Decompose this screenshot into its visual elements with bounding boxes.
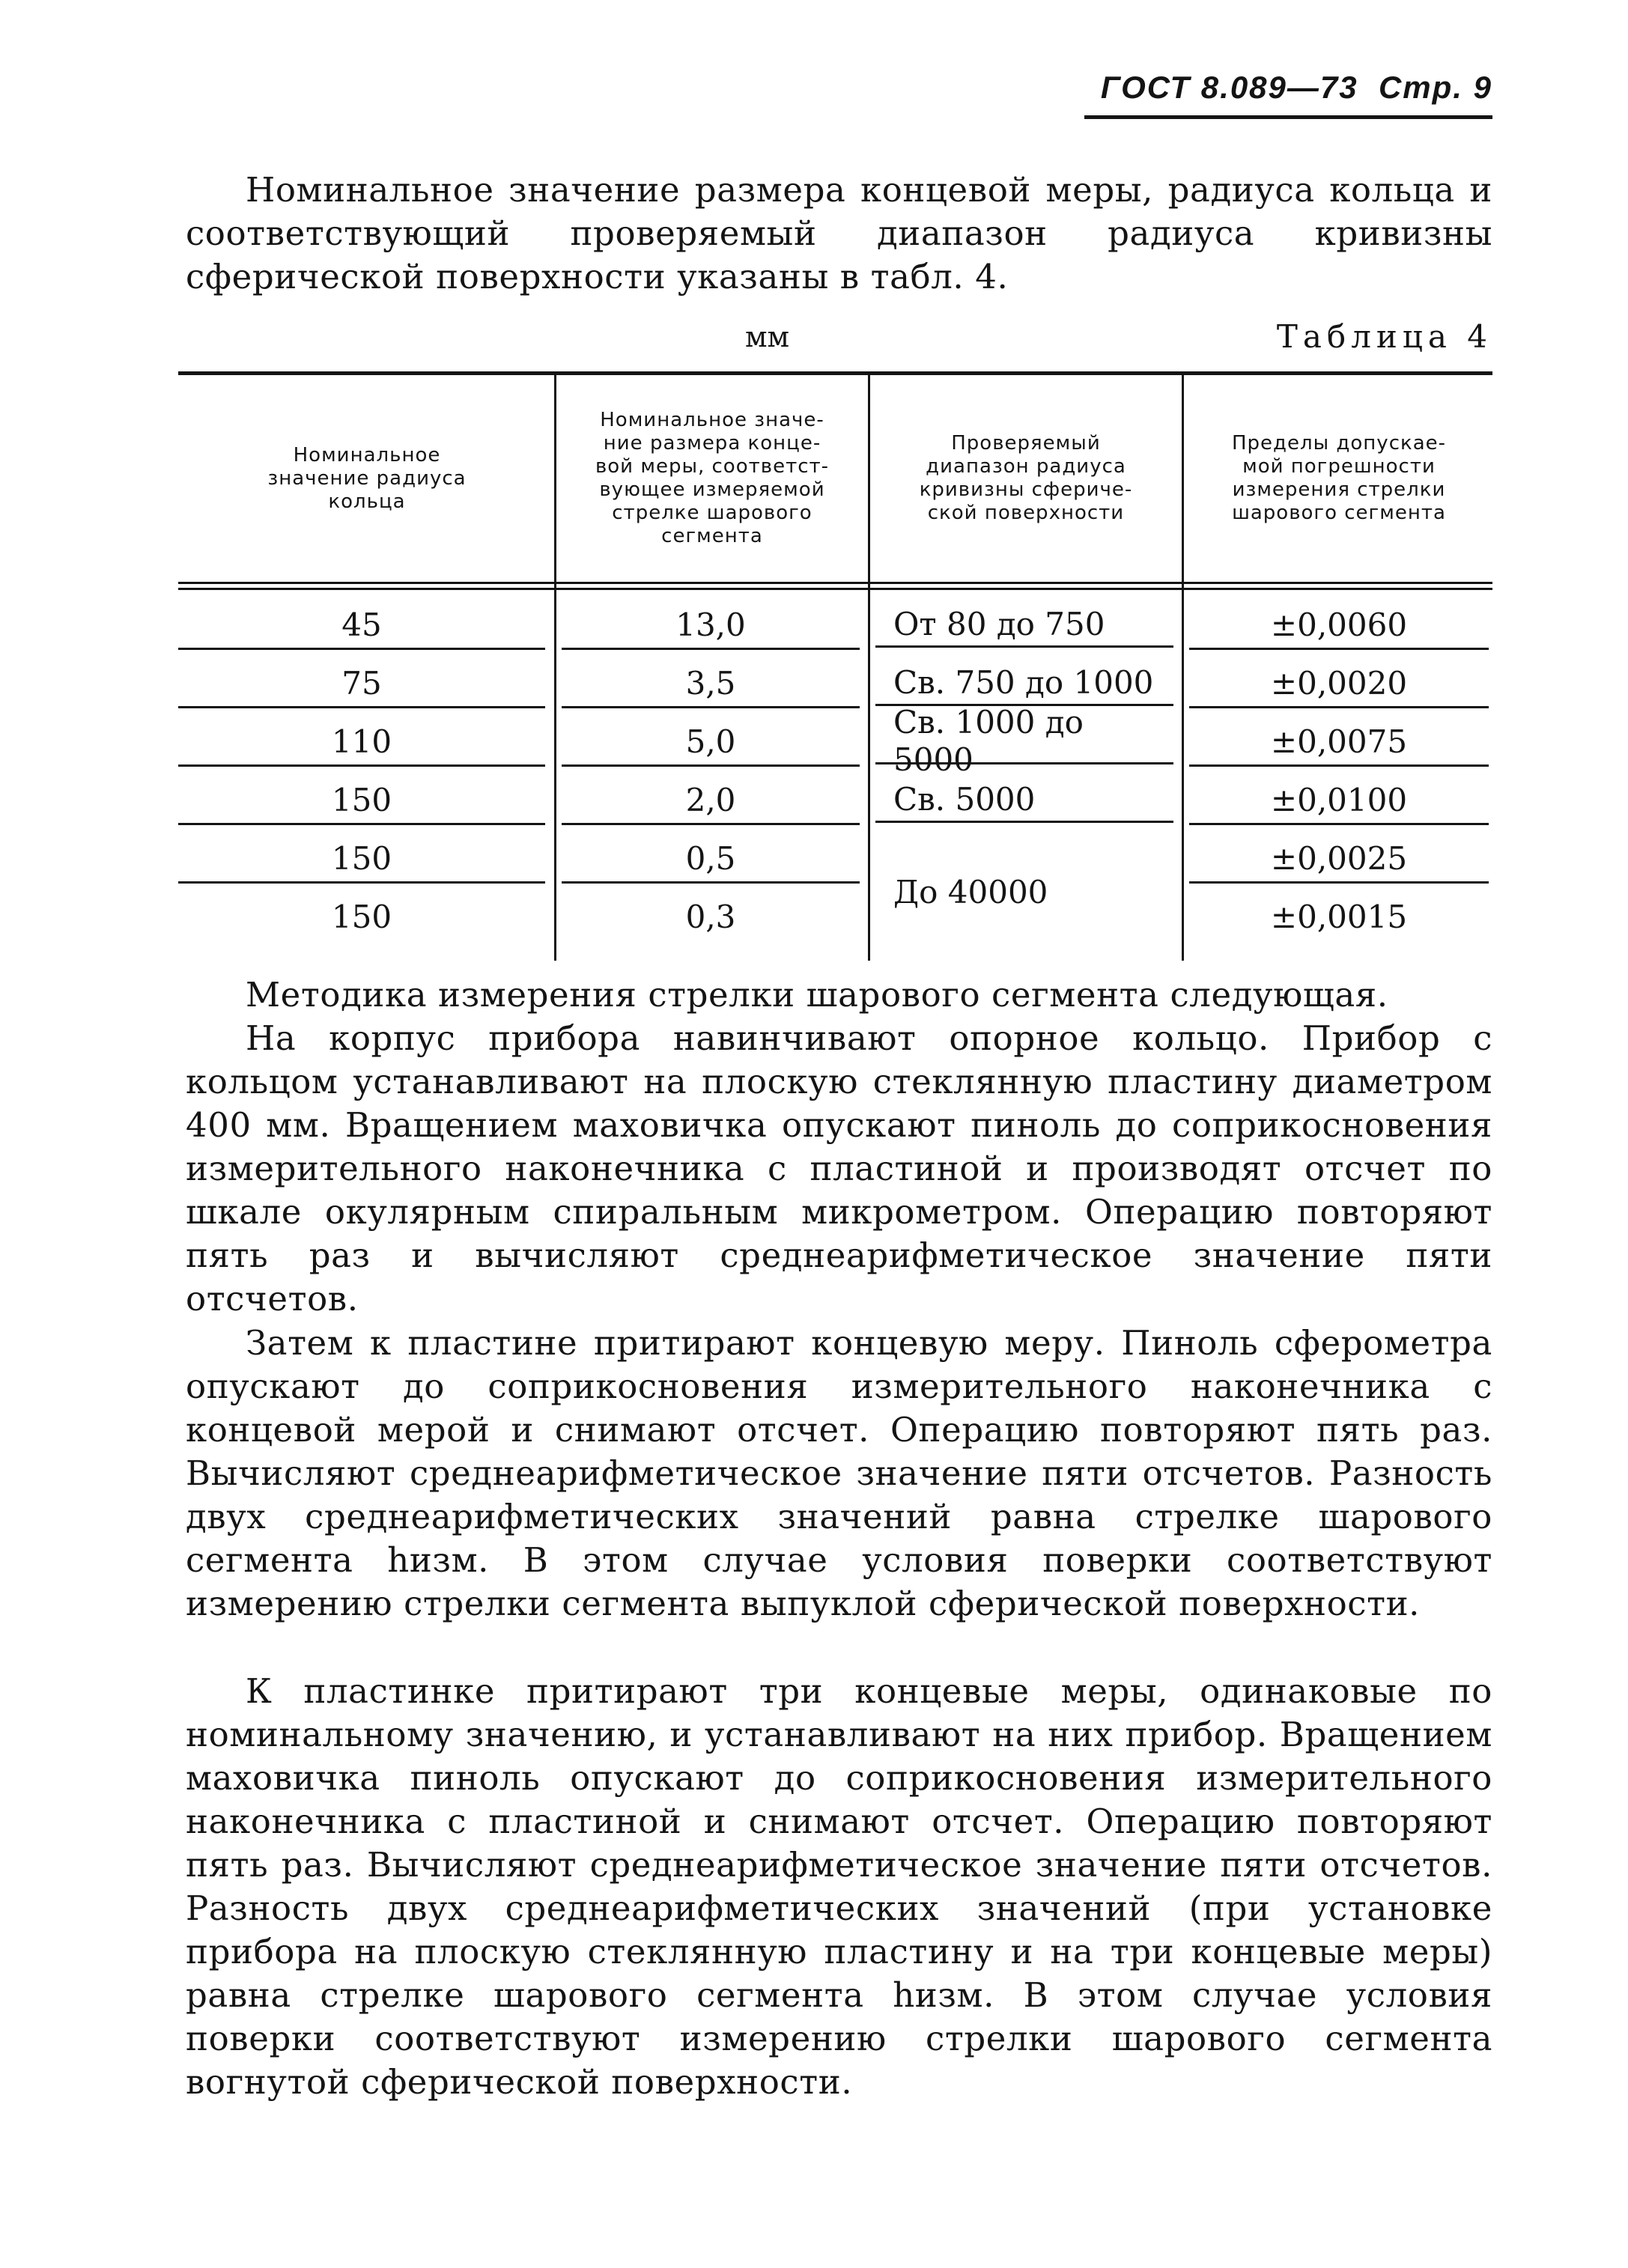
table-cell-radius: 150 <box>178 836 545 884</box>
method-heading-paragraph: Методика измерения стрелки шарового сегмента следующая. <box>246 975 1388 1015</box>
page-number: Стр. 9 <box>1378 70 1492 105</box>
table-cell-limit: ±0,0100 <box>1189 778 1489 825</box>
table-cell-size: 0,5 <box>562 836 860 884</box>
page-header <box>1084 66 1492 119</box>
table-unit: мм <box>745 320 790 353</box>
table-cell-radius: 150 <box>331 899 392 935</box>
header-line: измерения стрелки <box>1232 478 1446 501</box>
table-column-divider <box>1182 374 1184 961</box>
table-cell-limit: ±0,0025 <box>1189 836 1489 884</box>
table-cell-limit: ±0,0060 <box>1189 603 1489 650</box>
table-cell-size: 0,3 <box>685 899 736 935</box>
table-cell-radius: 45 <box>178 603 545 650</box>
header-line: стрелке шарового <box>612 502 813 524</box>
table-cell-range-merged: До 40000 <box>893 874 1048 910</box>
header-line: вой меры, соответст- <box>595 455 830 478</box>
body-paragraph: Затем к пластине притирают концевую меру. Пиноль сферометра опускают до соприкосновения измерительного наконечника с концевой мерой и снимают отсчет. Операцию повторяют пять раз. Вычисляют среднеарифметическое значение пяти отсчетов. Разность двух среднеарифметических значений равна стрелке шарового сегмента hизм. В этом случае условия поверки соответствуют измерению стрелки сегмента выпуклой сферической поверхности. <box>186 1323 1492 1623</box>
table-cell-limit: ±0,0075 <box>1189 720 1489 767</box>
column-header-text <box>267 444 466 514</box>
body-paragraph: К пластинке притирают три концевые меры, одинаковые по номинальному значению, и устанавливают на них прибор. Вращением маховичка пиноль опускают до соприкосновения измерительного наконечника с пластиной и снимают отсчет. Операцию повторяют пять раз. Вычисляют среднеарифметическое значение пяти отсчетов. Разность двух среднеарифметических значений (при установке прибора на плоскую стеклянную пластину и на три концевые меры) равна стрелке шарового сегмента hизм. В этом случае условия поверки соответствуют измерению стрелки шарового сегмента вогнутой сферической поверхности. <box>186 1671 1492 2102</box>
header-line: Проверяемый <box>951 432 1101 454</box>
header-line: диапазон радиуса <box>926 455 1126 478</box>
column-header-text <box>920 432 1133 525</box>
body-paragraph: На корпус прибора навинчивают опорное кольцо. Прибор с кольцом устанавливают на плоскую стеклянную пластину диаметром 400 мм. Вращением маховичка опускают пиноль до соприкосновения измерительного наконечника с пластиной и производят отсчет по шкале окулярным спиральным микрометром. Операцию повторяют пять раз и вычисляют среднеарифметическое значение пяти отсчетов. <box>186 1018 1492 1319</box>
table-cell-radius: 110 <box>178 720 545 767</box>
header-line: значение радиуса <box>267 466 467 490</box>
column-header-error-limits <box>1189 378 1489 579</box>
header-line: шарового сегмента <box>1232 502 1446 524</box>
table-cell-radius: 75 <box>178 661 545 708</box>
column-header-text <box>595 409 829 548</box>
header-line: ской поверхности <box>927 502 1125 524</box>
table-top-rule <box>178 371 1492 375</box>
header-line: сегмента <box>661 525 763 547</box>
table-cell-size: 2,0 <box>562 778 860 825</box>
column-header-checked-range <box>875 378 1176 579</box>
column-header-ring-radius <box>186 378 548 579</box>
table-title: Таблица 4 <box>1276 318 1492 355</box>
header-line: кольца <box>328 490 406 513</box>
table-cell-range: Св. 5000 <box>875 778 1173 823</box>
table-cell-range: От 80 до 750 <box>875 603 1173 648</box>
intro-paragraph: Номинальное значение размера концевой меры, радиуса кольца и соответствующий проверяемый диапазон радиуса кривизны сферической поверхности указаны в табл. 4. <box>186 170 1492 297</box>
table-cell-limit: ±0,0020 <box>1189 661 1489 708</box>
column-header-gauge-block-size <box>562 378 863 579</box>
table-cell-limit: ±0,0015 <box>1270 899 1408 935</box>
table-column-divider <box>868 374 870 961</box>
table-cell-range: Св. 1000 до 5000 <box>875 720 1173 764</box>
header-line: Номинальное <box>293 443 441 466</box>
column-header-text <box>1232 432 1446 525</box>
table-header-rule <box>178 582 1492 590</box>
table-cell-radius: 150 <box>178 778 545 825</box>
header-line: Номинальное значе- <box>600 409 824 431</box>
table-cell-size: 13,0 <box>562 603 860 650</box>
header-line: кривизны сфериче- <box>919 478 1133 501</box>
table-cell-range: Св. 750 до 1000 <box>875 661 1173 706</box>
table-column-divider <box>554 374 556 961</box>
header-line: ние размера конце- <box>603 432 821 454</box>
document-code: ГОСТ 8.089—73 <box>1100 70 1358 105</box>
header-line: Пределы допускае- <box>1231 432 1446 454</box>
table-cell-size: 5,0 <box>562 720 860 767</box>
header-line: вующее измеряемой <box>599 478 825 501</box>
header-line: мой погрешности <box>1242 455 1436 478</box>
table-cell-size: 3,5 <box>562 661 860 708</box>
